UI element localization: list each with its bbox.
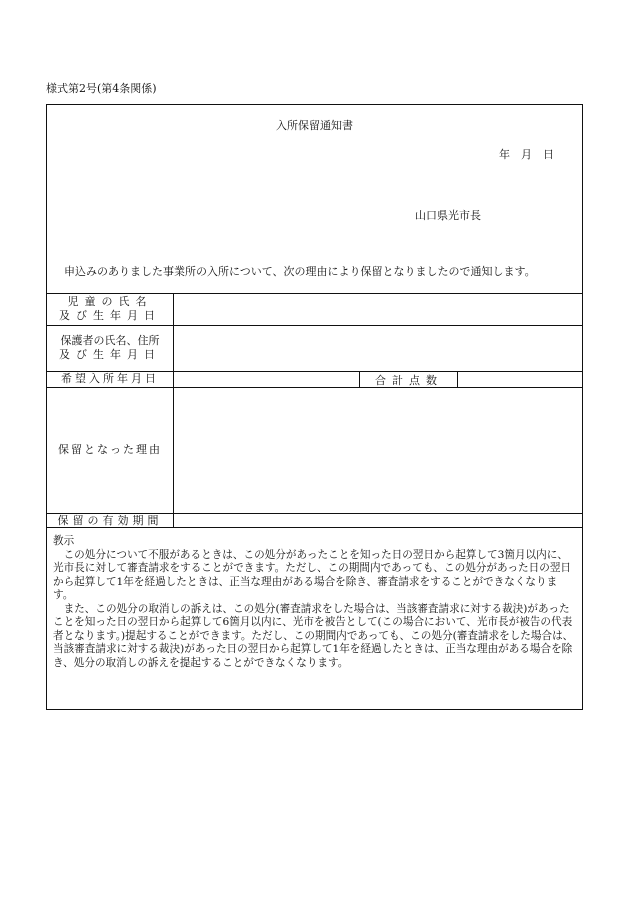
guardian-birth-label: 及び生年月日 [59, 348, 161, 361]
reason-label: 保留となった理由 [58, 443, 162, 456]
notice-paragraph: この処分について不服があるときは、この処分があったことを知った日の翌日から起算して3箇月以内に、光市長に対して審査請求をすることができます。ただし、この期間内であっても、この処分があった日の翌日から起算して1年を経過したときは、正当な理由がある場合を除き、審査請求をすることができなくなります。 [53, 548, 572, 601]
form-number: 様式第2号(第4条関係) [46, 82, 157, 95]
intro-text: 申込みのありました事業所の入所について、次の理由により保留となりましたので通知します。 [64, 265, 536, 278]
date-field: 年 月 日 [499, 148, 554, 161]
notice-paragraph: また、この処分の取消しの訴えは、この処分(審査請求をした場合は、当該審査請求に対する裁決)があったことを知った日の翌日から起算して6箇月以内に、光市を被告として(この場合において、光市長が被告の代表者となります。)提起することができます。ただし、この期間内であっても、この処分(審査請求をした場合は、当該審査請求に対する裁決)があった日の翌日から起算して1年を経過したときは、正当な理由がある場合を除き、処分の取消しの訴えを提起することができなくなります。 [53, 602, 574, 669]
document-title: 入所保留通知書 [276, 119, 353, 132]
desired-date-label: 希望入所年月日 [61, 372, 159, 385]
row-divider [47, 387, 582, 388]
notice-form [46, 104, 583, 710]
row-divider [47, 325, 582, 326]
label-column-rule [173, 293, 174, 527]
issuer-name: 山口県光市長 [415, 209, 481, 222]
points-value-rule [457, 371, 458, 387]
validity-label: 保留の有効期間 [57, 514, 163, 527]
points-label-rule [359, 371, 360, 387]
notice-section [53, 535, 575, 670]
child-birth-label: 及び生年月日 [59, 309, 161, 322]
total-points-label: 合計点数 [375, 374, 443, 387]
guardian-label: 保護者の氏名、住所 [60, 334, 160, 347]
table-top-rule [47, 293, 582, 294]
child-name-label: 児童の氏名 [67, 295, 153, 308]
notice-heading: 教示 [53, 535, 75, 547]
